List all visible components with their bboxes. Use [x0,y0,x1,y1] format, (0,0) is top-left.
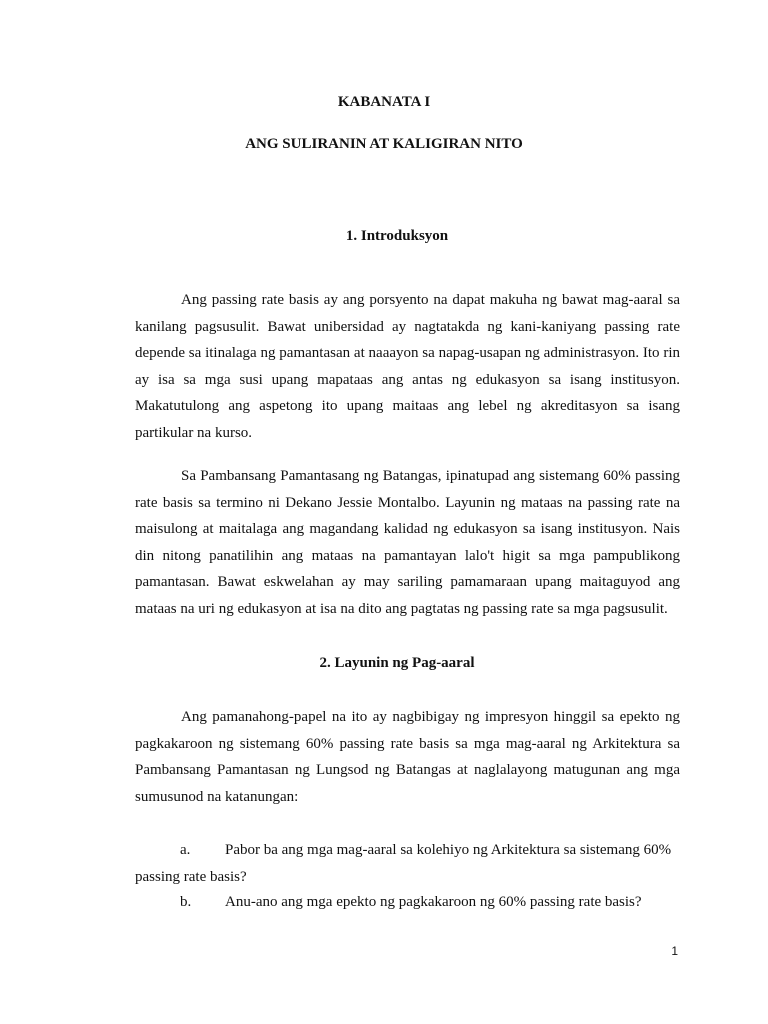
question-text: Pabor ba ang mga mag-aaral sa kolehiyo ng Arkitektura sa sistemang 60% passing rate basis? [135,842,672,885]
section-heading-introduksyon: 1. Introduksyon [345,228,449,244]
intro-paragraph-2: Sa Pambansang Pamantasang ng Batangas, ipinatupad ang sistemang 60% passing rate basis sa termino ni Dekano Jessie Montalbo. Layunin ng mataas na passing rate na maisulong at maitalaga ang magandang kalidad ng edukasyon sa isang institusyon. Nais din nitong panatilihin ang mataas na pamantayan lalo't higit sa mga pampublikong pamantasan. Bawat eskwelahan ay may sariling pamamaraan upang maitaguyod ang mataas na uri ng edukasyon at isa na dito ang pagtatas ng passing rate sa mga pagsusulit. [135,468,680,617]
chapter-title: ANG SULIRANIN AT KALIGIRAN NITO [245,136,523,152]
intro-paragraph-1: Ang passing rate basis ay ang porsyento na dapat makuha ng bawat mag-aaral sa kanilang pagsusulit. Bawat unibersidad ay nagtatakda ng kani-kaniyang passing rate depende sa itinalaga ng pamantasan at naaayon sa napag-usapan ng administrasyon. Ito rin ay isa sa mga susi upang mapataas ang antas ng edukasyon sa isang institusyon. Makatutulong ang aspetong ito upang maitaas ang lebel ng akreditasyon sa isang partikular na kurso. [135,292,680,441]
question-text: Anu-ano ang mga epekto ng pagkakaroon ng 60% passing rate basis? [225,894,642,910]
question-marker: b. [180,894,192,910]
question-item-b [135,889,680,916]
chapter-label: KABANATA I [337,94,431,110]
page-number: 1 [671,944,678,958]
question-item-a [135,837,680,890]
section-heading-layunin: 2. Layunin ng Pag-aaral [319,655,475,671]
question-marker: a. [180,842,191,858]
layunin-paragraph: Ang pamanahong-papel na ito ay nagbibigay ng impresyon hinggil sa epekto ng pagkakaroon ng sistemang 60% passing rate basis sa mga mag-aaral ng Arkitektura sa Pambansang Pamantasan ng Lungsod ng Batangas at naglalayong matugunan ang mga sumusunod na katanungan: [135,709,680,805]
